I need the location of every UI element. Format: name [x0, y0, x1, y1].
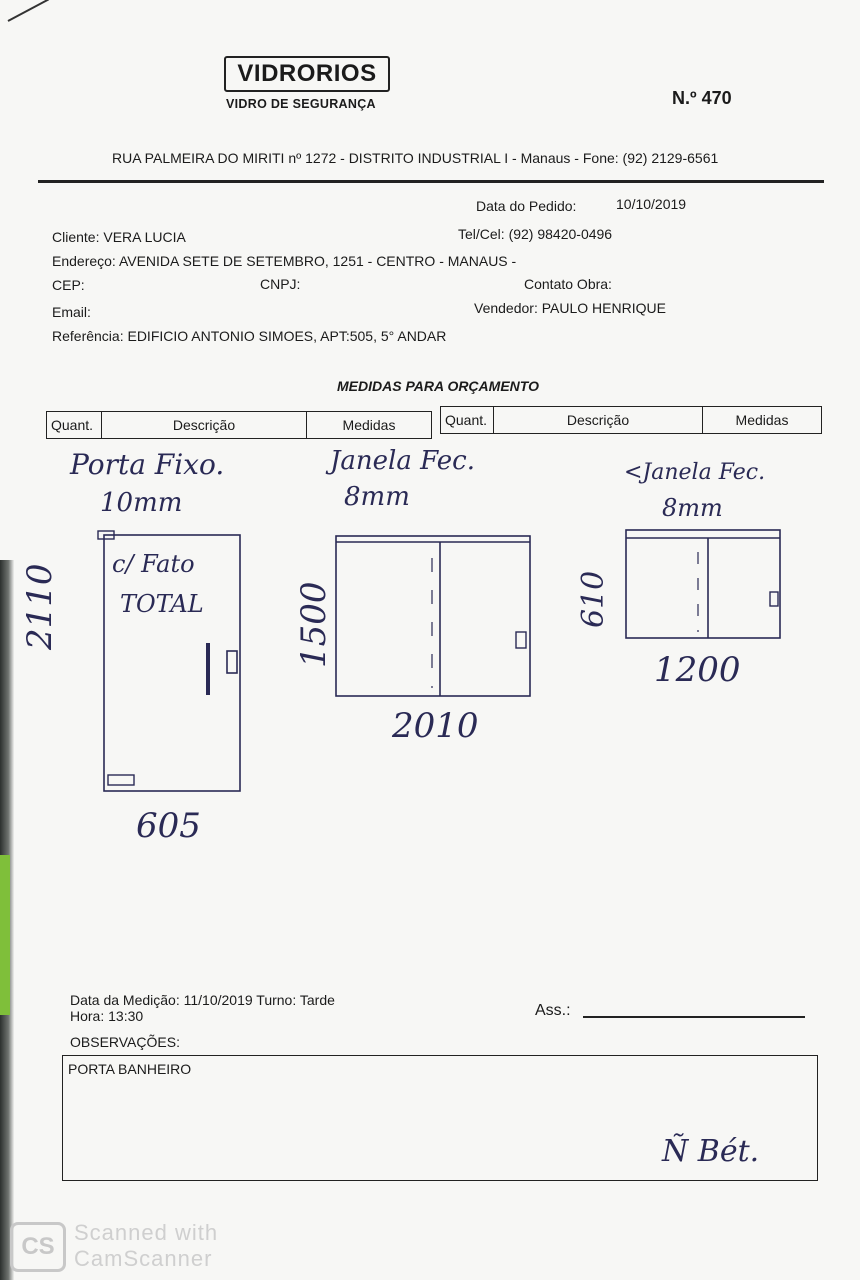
watermark-line-2: CamScanner: [74, 1246, 213, 1271]
measure-table-right: [440, 406, 822, 434]
brand-subtitle: VIDRO DE SEGURANÇA: [226, 97, 376, 111]
measurement-date: Data da Medição: 11/10/2019 Turno: Tarde: [70, 992, 335, 1008]
header-rule: [38, 180, 824, 183]
item3-width: 1200: [654, 650, 741, 690]
measure-table-left: [46, 411, 432, 439]
measurement-time: Hora: 13:30: [70, 1008, 144, 1024]
header-medidas: Medidas: [703, 407, 822, 434]
seller-field: Vendedor: PAULO HENRIQUE: [474, 300, 666, 316]
header-descricao: Descrição: [494, 407, 703, 434]
item1-width: 605: [136, 806, 201, 846]
item1-title: Porta Fixo.: [70, 448, 225, 481]
item3-height: 610: [576, 570, 611, 628]
header-medidas: Medidas: [307, 412, 432, 439]
phone-field: Tel/Cel: (92) 98420-0496: [458, 226, 613, 242]
item2-thickness: 8mm: [344, 482, 410, 512]
cnpj-field: CNPJ:: [260, 276, 301, 292]
company-address: RUA PALMEIRA DO MIRITI nº 1272 - DISTRITO INDUSTRIAL I - Manaus - Fone: (92) 2129-6561: [112, 150, 719, 166]
header-quant: Quant.: [47, 412, 102, 439]
item2-width: 2010: [392, 706, 479, 746]
order-number: N.º 470: [672, 88, 732, 108]
observations-text: PORTA BANHEIRO: [68, 1061, 192, 1077]
brand-logo: VIDRORIOS: [224, 56, 390, 92]
green-edge: [0, 855, 10, 1015]
header-quant: Quant.: [441, 407, 494, 434]
item1-note-2: TOTAL: [120, 590, 204, 618]
contact-field: Contato Obra:: [524, 276, 612, 292]
signature-label: Ass.:: [535, 1002, 571, 1019]
item3-thickness: 8mm: [662, 494, 723, 522]
observations-label: OBSERVAÇÕES:: [70, 1034, 180, 1050]
item1-note-1: c/ Fato: [112, 550, 195, 578]
item3-title: <Janela Fec.: [624, 460, 766, 485]
header-descricao: Descrição: [102, 412, 307, 439]
watermark-line-1: Scanned with: [74, 1220, 219, 1245]
camscanner-logo: CS: [10, 1222, 66, 1272]
signature-line: [583, 1016, 805, 1018]
camscanner-text: [74, 1220, 218, 1272]
handwritten-signature: Ñ Bét.: [662, 1134, 760, 1169]
client-field: Cliente: VERA LUCIA: [52, 229, 186, 245]
item3-sketch: [620, 522, 785, 642]
email-field: Email:: [52, 304, 91, 320]
order-date-value: 10/10/2019: [616, 196, 687, 212]
section-title: MEDIDAS PARA ORÇAMENTO: [337, 378, 539, 394]
item2-height: 1500: [294, 581, 334, 668]
item2-sketch: [326, 528, 536, 700]
cep-field: CEP:: [52, 277, 85, 293]
reference-field: Referência: EDIFICIO ANTONIO SIMOES, APT:505, 5° ANDAR: [52, 328, 447, 344]
item1-thickness: 10mm: [100, 488, 183, 518]
item1-height: 2110: [20, 563, 60, 650]
address-field: Endereço: AVENIDA SETE DE SETEMBRO, 1251 - CENTRO - MANAUS -: [52, 253, 517, 269]
order-date-label: Data do Pedido:: [476, 198, 577, 214]
item2-title: Janela Fec.: [330, 446, 475, 476]
